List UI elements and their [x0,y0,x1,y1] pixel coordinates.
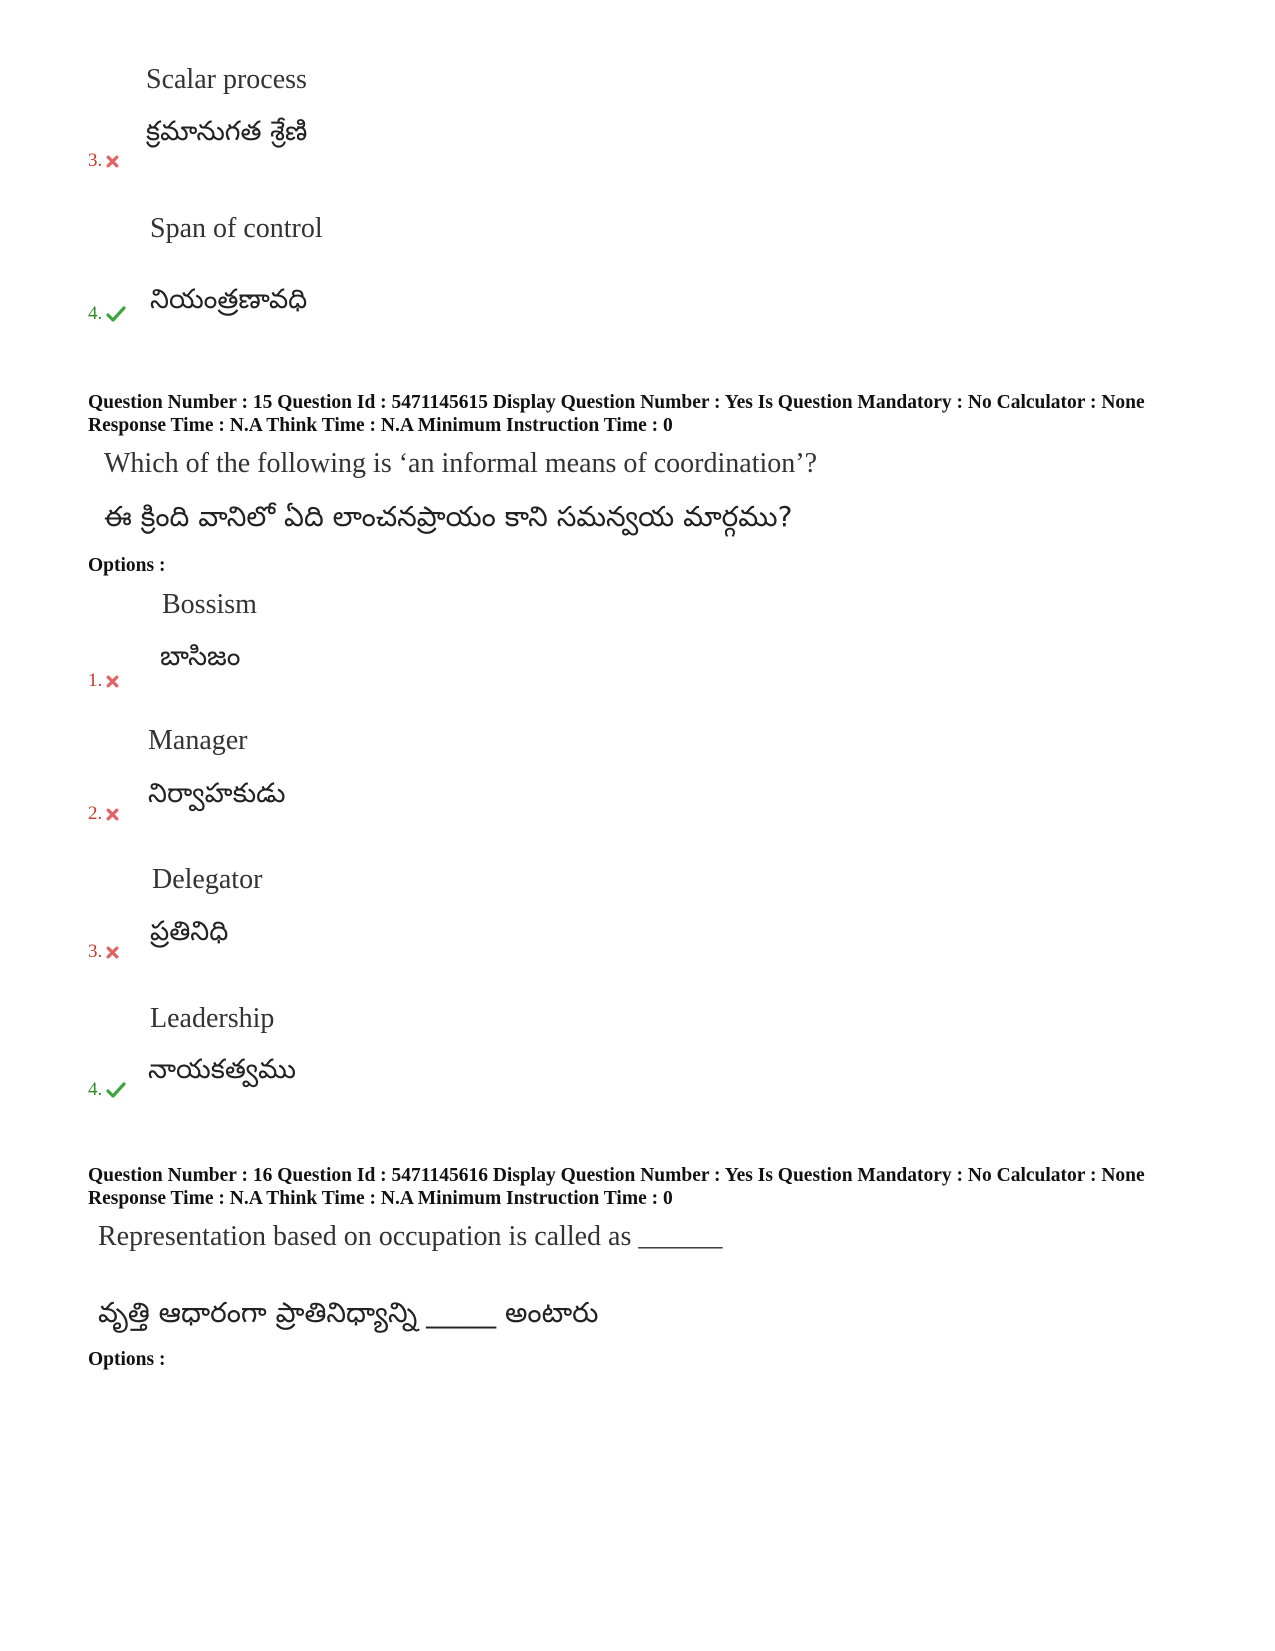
option-number: 3. [88,150,103,171]
check-icon [106,1082,126,1098]
question-text-te: ఈ క్రింది వానిలో ఏది లాంచనప్రాయం కాని సమన్వయ మార్గము? [104,500,793,533]
option-number: 3. [88,941,103,962]
option-text-te: నిర్వాహకుడు [148,778,286,809]
option-marker [88,941,119,963]
question-meta: Question Number : 16 Question Id : 5471145616 Display Question Number : Yes Is Question Mandatory : No Calculator : None Response Time : N.A Think Time : N.A Minimum Instruction Time : 0 [88,1165,1145,1209]
cross-icon [106,808,119,821]
cross-icon [106,155,119,168]
question-text-en: Which of the following is ‘an informal means of coordination’? [104,448,818,479]
options-label: Options : [88,555,166,576]
question-meta: Question Number : 15 Question Id : 5471145615 Display Question Number : Yes Is Question Mandatory : No Calculator : None Response Time : N.A Think Time : N.A Minimum Instruction Time : 0 [88,392,1145,436]
option-marker [88,150,119,172]
cross-icon [106,675,119,688]
option-number: 1. [88,670,103,691]
option-marker [88,803,119,825]
options-label: Options : [88,1349,166,1370]
option-text-en: Leadership [150,1003,275,1034]
option-text-en: Scalar process [146,64,307,95]
option-number: 2. [88,803,103,824]
option-marker [88,670,119,692]
option-text-te: నియంత్రణావధి [150,284,308,315]
question-text-te: వృత్తి ఆధారంగా ప్రాతినిధ్యాన్ని _____ అంటారు [98,1296,599,1329]
option-marker [88,303,126,325]
option-text-te: క్రమానుగత శ్రేణి [146,116,308,147]
option-text-en: Manager [148,725,248,756]
option-text-en: Span of control [150,213,323,244]
option-text-te: బాసిజం [160,641,241,672]
cross-icon [106,946,119,959]
option-text-te: ప్రతినిధి [150,916,229,947]
option-text-en: Delegator [152,864,263,895]
option-text-en: Bossism [162,589,257,620]
question-text-en: Representation based on occupation is called as ______ [98,1221,723,1252]
check-icon [106,306,126,322]
option-number: 4. [88,303,103,324]
option-text-te: నాయకత్వము [148,1054,297,1085]
option-marker [88,1079,126,1101]
option-number: 4. [88,1079,103,1100]
